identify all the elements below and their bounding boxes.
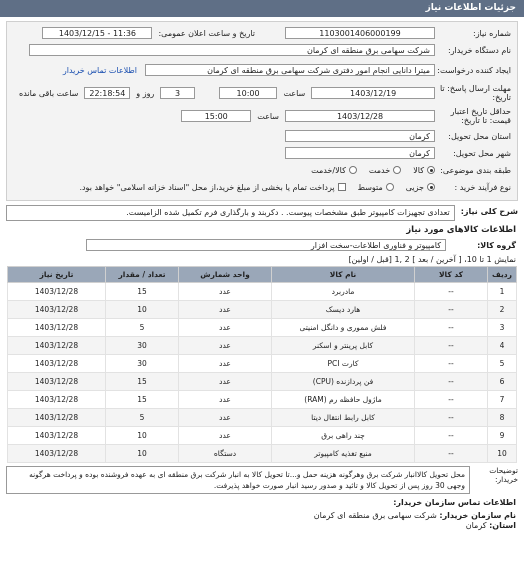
contact-title: اطلاعات تماس سازمان خریدار: bbox=[393, 498, 516, 507]
creator-label: ایجاد کننده درخواست: bbox=[437, 65, 511, 75]
table-cell: کابل رابط انتقال دیتا bbox=[272, 409, 415, 427]
table-cell: 15 bbox=[106, 283, 179, 301]
category-option-service[interactable]: خدمت bbox=[369, 166, 401, 175]
table-cell: 1403/12/28 bbox=[8, 319, 106, 337]
col-header: نام کالا bbox=[272, 267, 415, 283]
city-field: کرمان bbox=[285, 147, 435, 159]
table-cell: دستگاه bbox=[179, 445, 272, 463]
validity-date-field: 1403/12/28 bbox=[285, 110, 435, 122]
description-row bbox=[6, 205, 518, 221]
table-cell: 10 bbox=[106, 445, 179, 463]
table-cell: -- bbox=[415, 355, 488, 373]
table-cell: عدد bbox=[179, 283, 272, 301]
table-cell: عدد bbox=[179, 427, 272, 445]
radio-icon bbox=[427, 183, 435, 191]
table-cell: مادربرد bbox=[272, 283, 415, 301]
table-cell: 10 bbox=[106, 427, 179, 445]
table-cell: کابل پرینتر و اسکنر bbox=[272, 337, 415, 355]
page-title: جزئیات اطلاعات نیاز bbox=[0, 0, 524, 17]
city-label: شهر محل تحویل: bbox=[453, 148, 511, 158]
table-cell: 10 bbox=[488, 445, 517, 463]
buyer-contact-link[interactable]: اطلاعات تماس خریدار bbox=[62, 65, 137, 75]
table-cell: 1403/12/28 bbox=[8, 391, 106, 409]
province-field: کرمان bbox=[285, 130, 435, 142]
table-row bbox=[8, 427, 517, 445]
table-cell: -- bbox=[415, 319, 488, 337]
process-label: نوع فرآیند خرید : bbox=[454, 182, 511, 192]
pagination[interactable]: نمایش 1 تا 10، [ آخرین / بعد ] 2 ,1 [قبل / اولین] bbox=[348, 255, 516, 264]
contact-org-value: شرکت سهامی برق منطقه ای کرمان bbox=[313, 511, 437, 520]
table-row bbox=[8, 301, 517, 319]
table-cell: 30 bbox=[106, 337, 179, 355]
group-field: کامپیوتر و فناوری اطلاعات-سخت افزار bbox=[86, 239, 446, 251]
table-cell: عدد bbox=[179, 319, 272, 337]
col-header: تعداد / مقدار bbox=[106, 267, 179, 283]
buyer-notes bbox=[6, 466, 518, 494]
table-cell: 5 bbox=[488, 355, 517, 373]
announce-field: 1403/12/15 - 11:36 bbox=[42, 27, 152, 39]
table-cell: عدد bbox=[179, 391, 272, 409]
table-cell: 1403/12/28 bbox=[8, 355, 106, 373]
table-cell: عدد bbox=[179, 355, 272, 373]
table-cell: 15 bbox=[106, 373, 179, 391]
notes-text: محل تحویل کالاانبار شرکت برق وهرگونه هزینه حمل و...تا تحویل کالا به انبار شرکت برق منطقه ای به عهده فروشنده بوده و پرداخت هرگونه وجهی 30 روز پس از تحویل کالا و تائید و صدور رسید انبار صورت خواهد پذیرفت. bbox=[6, 466, 470, 494]
notes-label: توضیحات خریدار: bbox=[489, 466, 518, 484]
buyer-label: نام دستگاه خریدار: bbox=[448, 45, 511, 55]
announce-label: تاریخ و ساعت اعلان عمومی: bbox=[158, 28, 255, 38]
days-label: روز و bbox=[136, 88, 155, 98]
validity-time-label: ساعت bbox=[257, 111, 279, 121]
table-cell: -- bbox=[415, 391, 488, 409]
checkbox-icon bbox=[338, 183, 346, 191]
table-row bbox=[8, 319, 517, 337]
table-cell: 9 bbox=[488, 427, 517, 445]
goods-table bbox=[7, 266, 517, 463]
table-cell: 8 bbox=[488, 409, 517, 427]
table-cell: 30 bbox=[106, 355, 179, 373]
table-cell: 1403/12/28 bbox=[8, 445, 106, 463]
table-row bbox=[8, 283, 517, 301]
table-cell: چند راهی برق bbox=[272, 427, 415, 445]
table-cell: ماژول حافظه رم (RAM) bbox=[272, 391, 415, 409]
table-cell: -- bbox=[415, 409, 488, 427]
table-cell: عدد bbox=[179, 409, 272, 427]
radio-icon bbox=[427, 166, 435, 174]
table-cell: -- bbox=[415, 283, 488, 301]
process-option-medium[interactable]: متوسط bbox=[358, 183, 394, 192]
creator-field: میترا دانایی انجام امور دفتری شرکت سهامی برق منطقه ای کرمان bbox=[145, 64, 435, 76]
description-field: تعدادی تجهیزات کامپیوتر طبق مشخصات پیوست. . دکربند و بارگذاری فرم تکمیل شده الزامیست. bbox=[6, 205, 455, 221]
contact-org-label: نام سازمان خریدار: bbox=[439, 511, 516, 520]
table-cell: فلش مموری و دانگل امنیتی bbox=[272, 319, 415, 337]
request-info-panel bbox=[6, 21, 518, 201]
need-number-field: 1103001406000199 bbox=[285, 27, 435, 39]
table-cell: فن پردازنده (CPU) bbox=[272, 373, 415, 391]
province-label: استان محل تحویل: bbox=[448, 131, 511, 141]
table-cell: عدد bbox=[179, 373, 272, 391]
col-header: واحد شمارش bbox=[179, 267, 272, 283]
process-option-minor[interactable]: جزیی bbox=[406, 183, 435, 192]
validity-time-field: 15:00 bbox=[181, 110, 251, 122]
table-cell: کارت PCI bbox=[272, 355, 415, 373]
table-row bbox=[8, 373, 517, 391]
table-cell: 1403/12/28 bbox=[8, 373, 106, 391]
table-cell: 1 bbox=[488, 283, 517, 301]
remaining-time-field: 22:18:54 bbox=[84, 87, 130, 99]
need-number-label: شماره نیاز: bbox=[473, 28, 511, 38]
table-cell: 1403/12/28 bbox=[8, 337, 106, 355]
category-option-goods[interactable]: کالا bbox=[413, 166, 435, 175]
category-label: طبقه بندی موضوعی: bbox=[440, 165, 511, 175]
table-cell: -- bbox=[415, 427, 488, 445]
table-row bbox=[8, 391, 517, 409]
table-row bbox=[8, 355, 517, 373]
table-cell: منبع تغذیه کامپیوتر bbox=[272, 445, 415, 463]
table-cell: 10 bbox=[106, 301, 179, 319]
contact-province-label: استان: bbox=[489, 521, 516, 530]
table-row bbox=[8, 337, 517, 355]
radio-icon bbox=[386, 183, 394, 191]
remaining-label: ساعت باقی مانده bbox=[19, 88, 79, 98]
table-cell: 1403/12/28 bbox=[8, 427, 106, 445]
table-cell: 1403/12/28 bbox=[8, 409, 106, 427]
table-cell: 1403/12/28 bbox=[8, 283, 106, 301]
deadline-time-label: ساعت bbox=[283, 88, 306, 98]
table-cell: 2 bbox=[488, 301, 517, 319]
table-cell: 5 bbox=[106, 409, 179, 427]
table-cell: -- bbox=[415, 301, 488, 319]
table-cell: -- bbox=[415, 445, 488, 463]
days-field: 3 bbox=[160, 87, 194, 99]
radio-icon bbox=[393, 166, 401, 174]
deadline-label: مهلت ارسال پاسخ: تا تاریخ: bbox=[439, 84, 511, 102]
col-header: تاریخ نیاز bbox=[8, 267, 106, 283]
table-cell: 4 bbox=[488, 337, 517, 355]
table-cell: هارد دیسک bbox=[272, 301, 415, 319]
table-cell: 5 bbox=[106, 319, 179, 337]
category-option-both[interactable]: کالا/خدمت bbox=[311, 166, 357, 175]
table-cell: -- bbox=[415, 337, 488, 355]
table-row bbox=[8, 409, 517, 427]
table-cell: 3 bbox=[488, 319, 517, 337]
col-header: ردیف bbox=[488, 267, 517, 283]
description-label: شرح کلی نیاز: bbox=[460, 207, 518, 216]
deadline-date-field: 1403/12/19 bbox=[311, 87, 435, 99]
table-cell: -- bbox=[415, 373, 488, 391]
table-row bbox=[8, 445, 517, 463]
table-cell: عدد bbox=[179, 301, 272, 319]
group-label: گروه کالا: bbox=[477, 240, 516, 250]
buyer-field: شرکت سهامی برق منطقه ای کرمان bbox=[29, 44, 435, 56]
radio-icon bbox=[349, 166, 357, 174]
payment-checkbox[interactable]: پرداخت تمام یا بخشی از مبلغ خرید،از محل "اسناد خزانه اسلامی" خواهد بود. bbox=[79, 183, 345, 192]
table-cell: عدد bbox=[179, 337, 272, 355]
table-cell: 1403/12/28 bbox=[8, 301, 106, 319]
deadline-time-field: 10:00 bbox=[219, 87, 278, 99]
contact-province-value: کرمان bbox=[465, 521, 487, 530]
col-header: کد کالا bbox=[415, 267, 488, 283]
table-cell: 6 bbox=[488, 373, 517, 391]
table-cell: 7 bbox=[488, 391, 517, 409]
table-cell: 15 bbox=[106, 391, 179, 409]
validity-label: حداقل تاریخ اعتبار قیمت: تا تاریخ: bbox=[450, 107, 511, 125]
goods-section-title: اطلاعات کالاهای مورد نیاز bbox=[406, 225, 516, 235]
